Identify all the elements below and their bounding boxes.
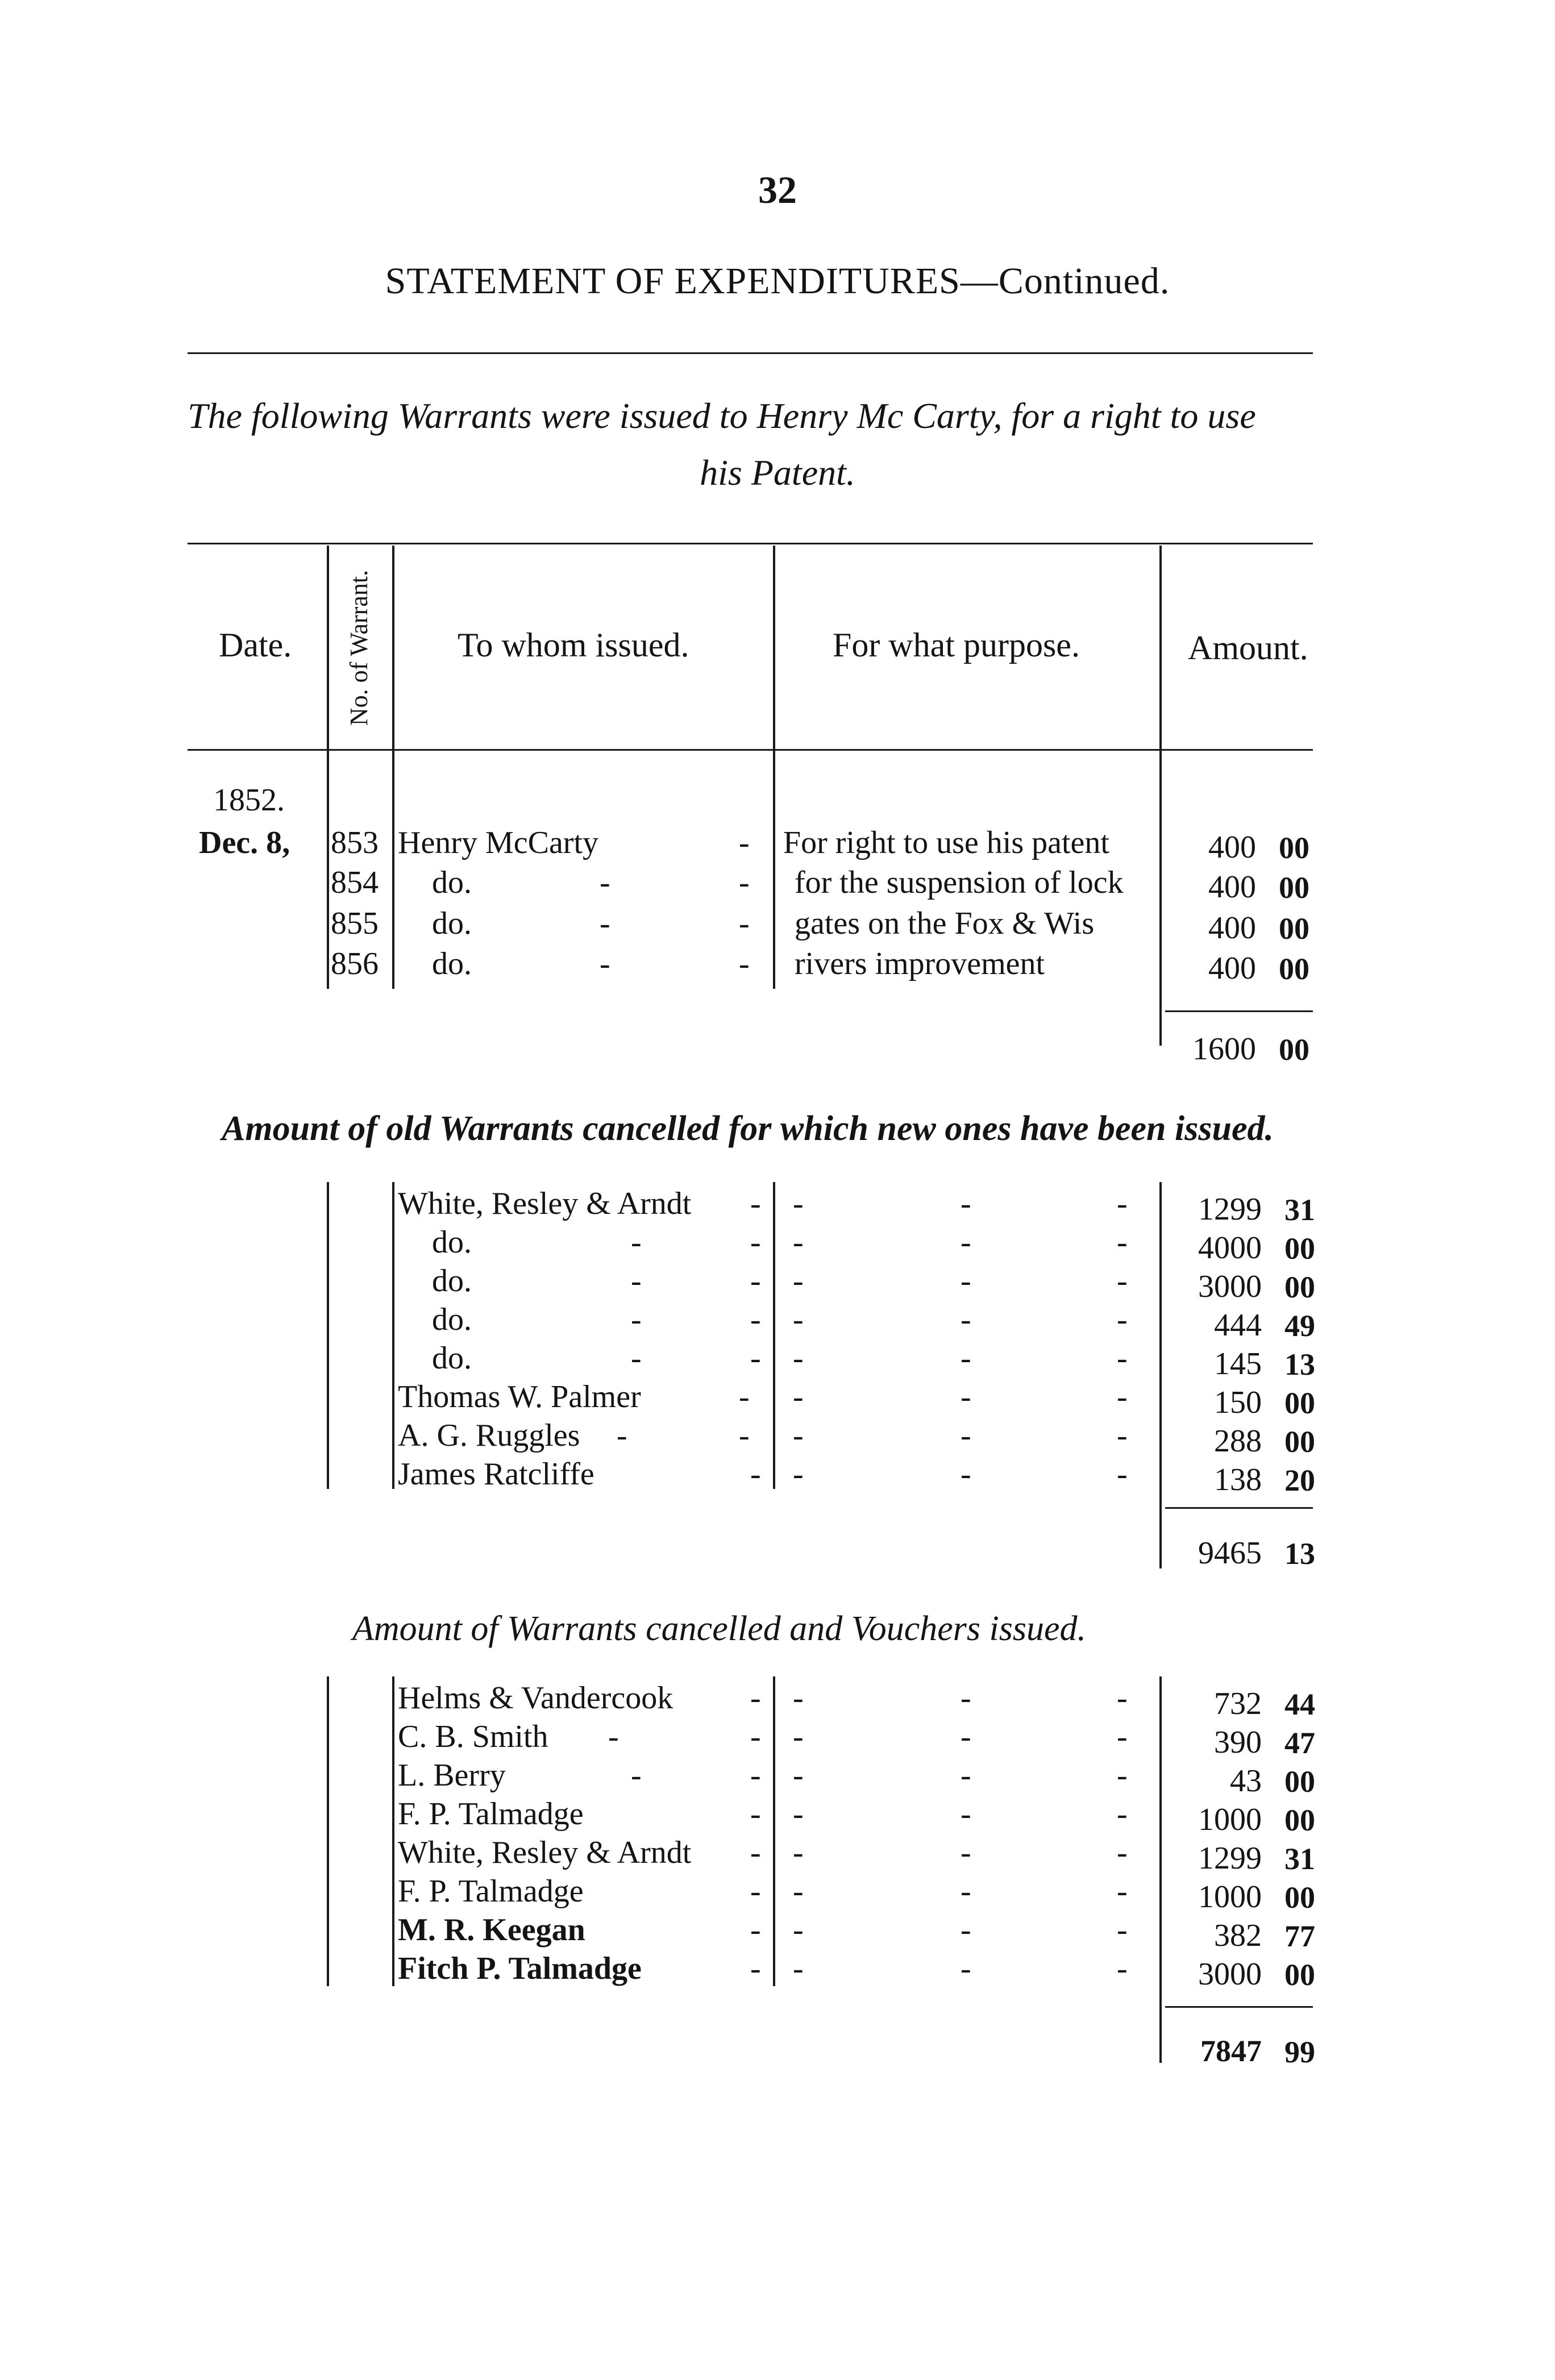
leader-dash: - (961, 1719, 971, 1754)
table1-total-dollars: 1600 (1192, 1031, 1256, 1067)
leader-dash: - (961, 1796, 971, 1832)
leader-dash: - (1117, 1680, 1128, 1716)
amount-dollars: 3000 (1198, 1269, 1262, 1304)
purpose-text: For right to use his patent (783, 825, 1109, 860)
leader-dash: - (750, 1263, 761, 1299)
s3-amount-rule (1159, 1676, 1162, 2063)
leader-dash: - (793, 1379, 804, 1414)
amount-dollars: 400 (1208, 869, 1256, 905)
year-label: 1852. (213, 783, 285, 818)
amount-dollars: 400 (1208, 830, 1256, 865)
page-number: 32 (758, 168, 797, 211)
leader-dash: - (1117, 1457, 1128, 1492)
leader-dash: - (1117, 1225, 1128, 1260)
s3-name-rule (392, 1676, 394, 1986)
payee-name: do. (432, 1263, 472, 1299)
leader-dash: - (961, 1418, 971, 1453)
warrant-no: 856 (331, 946, 379, 981)
leader-dash: - (793, 1341, 804, 1376)
leader-dash: - (739, 865, 750, 900)
s3-purpose-rule (773, 1676, 775, 1986)
payee-name: do. (432, 1341, 472, 1376)
amount-dollars: 3000 (1198, 1957, 1262, 1992)
leader-dash: - (631, 1225, 642, 1260)
leader-dash: - (631, 1302, 642, 1337)
amount-cents: 00 (1284, 1765, 1315, 1799)
leader-dash: - (961, 1225, 971, 1260)
leader-dash: - (1117, 1263, 1128, 1299)
warrant-no: 855 (331, 906, 379, 941)
leader-dash: - (793, 1719, 804, 1754)
leader-dash: - (750, 1835, 761, 1870)
amount-cents: 00 (1279, 952, 1309, 986)
payee-name: White, Resley & Arndt (398, 1186, 692, 1221)
amount-dollars: 1299 (1198, 1192, 1262, 1227)
leader-dash: - (631, 1341, 642, 1376)
heading-rule (188, 352, 1313, 354)
col-rule-1 (327, 546, 329, 989)
amount-cents: 49 (1284, 1309, 1315, 1343)
leader-dash: - (961, 1874, 971, 1909)
leader-dash: - (631, 1263, 642, 1299)
leader-dash: - (961, 1263, 971, 1299)
leader-dash: - (750, 1457, 761, 1492)
leader-dash: - (600, 946, 610, 981)
leader-dash: - (793, 1225, 804, 1260)
amount-cents: 00 (1284, 1270, 1315, 1304)
header-purpose: For what purpose. (833, 626, 1080, 664)
purpose-text: rivers improvement (795, 946, 1045, 981)
leader-dash: - (739, 1418, 750, 1453)
leader-dash: - (1117, 1874, 1128, 1909)
payee-name: White, Resley & Arndt (398, 1835, 692, 1870)
amount-cents: 13 (1284, 1347, 1315, 1382)
table1-total-cents: 00 (1279, 1033, 1309, 1067)
section2-total-dollars: 9465 (1198, 1536, 1262, 1571)
table-header-rule (188, 749, 1313, 751)
header-to-whom: To whom issued. (458, 626, 689, 664)
leader-dash: - (793, 1835, 804, 1870)
leader-dash: - (750, 1758, 761, 1793)
amount-cents: 00 (1279, 912, 1309, 946)
amount-cents: 00 (1279, 871, 1309, 905)
warrant-no: 853 (331, 825, 379, 860)
section-2-title: Amount of old Warrants cancelled for which new ones have been issued. (222, 1109, 1274, 1148)
amount-cents: 77 (1284, 1919, 1315, 1953)
leader-dash: - (793, 1951, 804, 1986)
leader-dash: - (750, 1186, 761, 1221)
leader-dash: - (961, 1680, 971, 1716)
issued-to: Henry McCarty (398, 825, 599, 860)
payee-name: Thomas W. Palmer (398, 1379, 641, 1414)
amount-cents: 00 (1279, 831, 1309, 865)
amount-dollars: 400 (1208, 910, 1256, 946)
leader-dash: - (1117, 1302, 1128, 1337)
issued-to: do. (432, 906, 472, 941)
leader-dash: - (739, 906, 750, 941)
amount-dollars: 732 (1214, 1686, 1262, 1721)
payee-name: F. P. Talmadge (398, 1874, 584, 1909)
leader-dash: - (961, 1912, 971, 1948)
leader-dash: - (739, 946, 750, 981)
leader-dash: - (600, 865, 610, 900)
amount-cents: 44 (1284, 1687, 1315, 1721)
intro-line-2: his Patent. (700, 452, 855, 493)
leader-dash: - (1117, 1758, 1128, 1793)
leader-dash: - (750, 1680, 761, 1716)
leader-dash: - (793, 1457, 804, 1492)
leader-dash: - (1117, 1796, 1128, 1832)
leader-dash: - (1117, 1719, 1128, 1754)
amount-cents: 00 (1284, 1958, 1315, 1992)
section-3-title: Amount of Warrants cancelled and Vouchers issued. (352, 1609, 1086, 1648)
amount-cents: 00 (1284, 1386, 1315, 1420)
amount-cents: 00 (1284, 1880, 1315, 1915)
amount-dollars: 145 (1214, 1346, 1262, 1382)
leader-dash: - (750, 1951, 761, 1986)
leader-dash: - (739, 825, 750, 860)
payee-name: do. (432, 1302, 472, 1337)
leader-dash: - (961, 1457, 971, 1492)
amount-cents: 31 (1284, 1842, 1315, 1876)
total-rule (1165, 1010, 1313, 1012)
leader-dash: - (600, 906, 610, 941)
leader-dash: - (739, 1379, 750, 1414)
leader-dash: - (750, 1912, 761, 1948)
amount-cents: 00 (1284, 1231, 1315, 1266)
leader-dash: - (793, 1874, 804, 1909)
header-warrant-no: No. of Warrant. (345, 569, 373, 726)
leader-dash: - (750, 1719, 761, 1754)
amount-dollars: 1000 (1198, 1879, 1262, 1915)
col-rule-3 (773, 546, 775, 989)
col-rule-2 (392, 546, 394, 989)
leader-dash: - (1117, 1341, 1128, 1376)
leader-dash: - (750, 1225, 761, 1260)
amount-dollars: 288 (1214, 1424, 1262, 1459)
s2-amount-rule (1159, 1182, 1162, 1568)
leader-dash: - (961, 1379, 971, 1414)
amount-cents: 20 (1284, 1463, 1315, 1497)
amount-dollars: 138 (1214, 1462, 1262, 1497)
amount-dollars: 43 (1230, 1763, 1262, 1799)
payee-name: C. B. Smith (398, 1719, 548, 1754)
leader-dash: - (631, 1758, 642, 1793)
leader-dash: - (617, 1418, 627, 1453)
amount-cents: 31 (1284, 1193, 1315, 1227)
leader-dash: - (1117, 1912, 1128, 1948)
s2-name-rule (392, 1182, 394, 1489)
amount-dollars: 4000 (1198, 1230, 1262, 1266)
leader-dash: - (750, 1341, 761, 1376)
payee-name: Fitch P. Talmadge (398, 1951, 642, 1986)
s3-left-rule (327, 1676, 329, 1986)
section3-total-cents: 99 (1284, 2035, 1315, 2069)
leader-dash: - (793, 1302, 804, 1337)
leader-dash: - (1117, 1186, 1128, 1221)
leader-dash: - (961, 1951, 971, 1986)
leader-dash: - (750, 1302, 761, 1337)
warrant-no: 854 (331, 865, 379, 900)
amount-dollars: 390 (1214, 1725, 1262, 1760)
amount-dollars: 444 (1214, 1308, 1262, 1343)
col-rule-4 (1159, 546, 1162, 1046)
amount-cents: 00 (1284, 1803, 1315, 1837)
section3-total-dollars: 7847 (1200, 2034, 1262, 2068)
page-heading: STATEMENT OF EXPENDITURES—Continued. (385, 260, 1170, 302)
s2-purpose-rule (773, 1182, 775, 1489)
leader-dash: - (793, 1680, 804, 1716)
amount-dollars: 382 (1214, 1918, 1262, 1953)
amount-dollars: 1000 (1198, 1802, 1262, 1837)
issued-to: do. (432, 946, 472, 981)
leader-dash: - (1117, 1418, 1128, 1453)
s2-left-rule (327, 1182, 329, 1489)
s3-total-rule (1165, 2006, 1313, 2008)
leader-dash: - (961, 1341, 971, 1376)
payee-name: A. G. Ruggles (398, 1418, 580, 1453)
section2-total-cents: 13 (1284, 1537, 1315, 1571)
leader-dash: - (793, 1796, 804, 1832)
leader-dash: - (793, 1263, 804, 1299)
leader-dash: - (793, 1912, 804, 1948)
intro-line-1: The following Warrants were issued to Henry Mc Carty, for a right to use (188, 396, 1256, 436)
leader-dash: - (1117, 1951, 1128, 1986)
payee-name: Helms & Vandercook (398, 1680, 673, 1716)
header-date: Date. (219, 626, 292, 664)
leader-dash: - (793, 1418, 804, 1453)
leader-dash: - (750, 1796, 761, 1832)
leader-dash: - (793, 1758, 804, 1793)
leader-dash: - (961, 1302, 971, 1337)
issued-to: do. (432, 865, 472, 900)
payee-name: F. P. Talmadge (398, 1796, 584, 1832)
date-label: Dec. 8, (199, 825, 290, 860)
leader-dash: - (793, 1186, 804, 1221)
amount-dollars: 1299 (1198, 1841, 1262, 1876)
payee-name: James Ratcliffe (398, 1457, 594, 1492)
payee-name: do. (432, 1225, 472, 1260)
leader-dash: - (608, 1719, 619, 1754)
amount-cents: 00 (1284, 1425, 1315, 1459)
leader-dash: - (961, 1186, 971, 1221)
leader-dash: - (1117, 1379, 1128, 1414)
purpose-text: for the suspension of lock (795, 865, 1124, 900)
payee-name: L. Berry (398, 1758, 506, 1793)
amount-dollars: 150 (1214, 1385, 1262, 1420)
leader-dash: - (1117, 1835, 1128, 1870)
amount-dollars: 400 (1208, 951, 1256, 986)
leader-dash: - (750, 1874, 761, 1909)
s2-total-rule (1165, 1507, 1313, 1509)
payee-name: M. R. Keegan (398, 1912, 585, 1948)
table-top-rule (188, 543, 1313, 544)
amount-cents: 47 (1284, 1726, 1315, 1760)
leader-dash: - (961, 1835, 971, 1870)
leader-dash: - (961, 1758, 971, 1793)
header-amount: Amount. (1188, 629, 1308, 667)
purpose-text: gates on the Fox & Wis (795, 906, 1095, 941)
